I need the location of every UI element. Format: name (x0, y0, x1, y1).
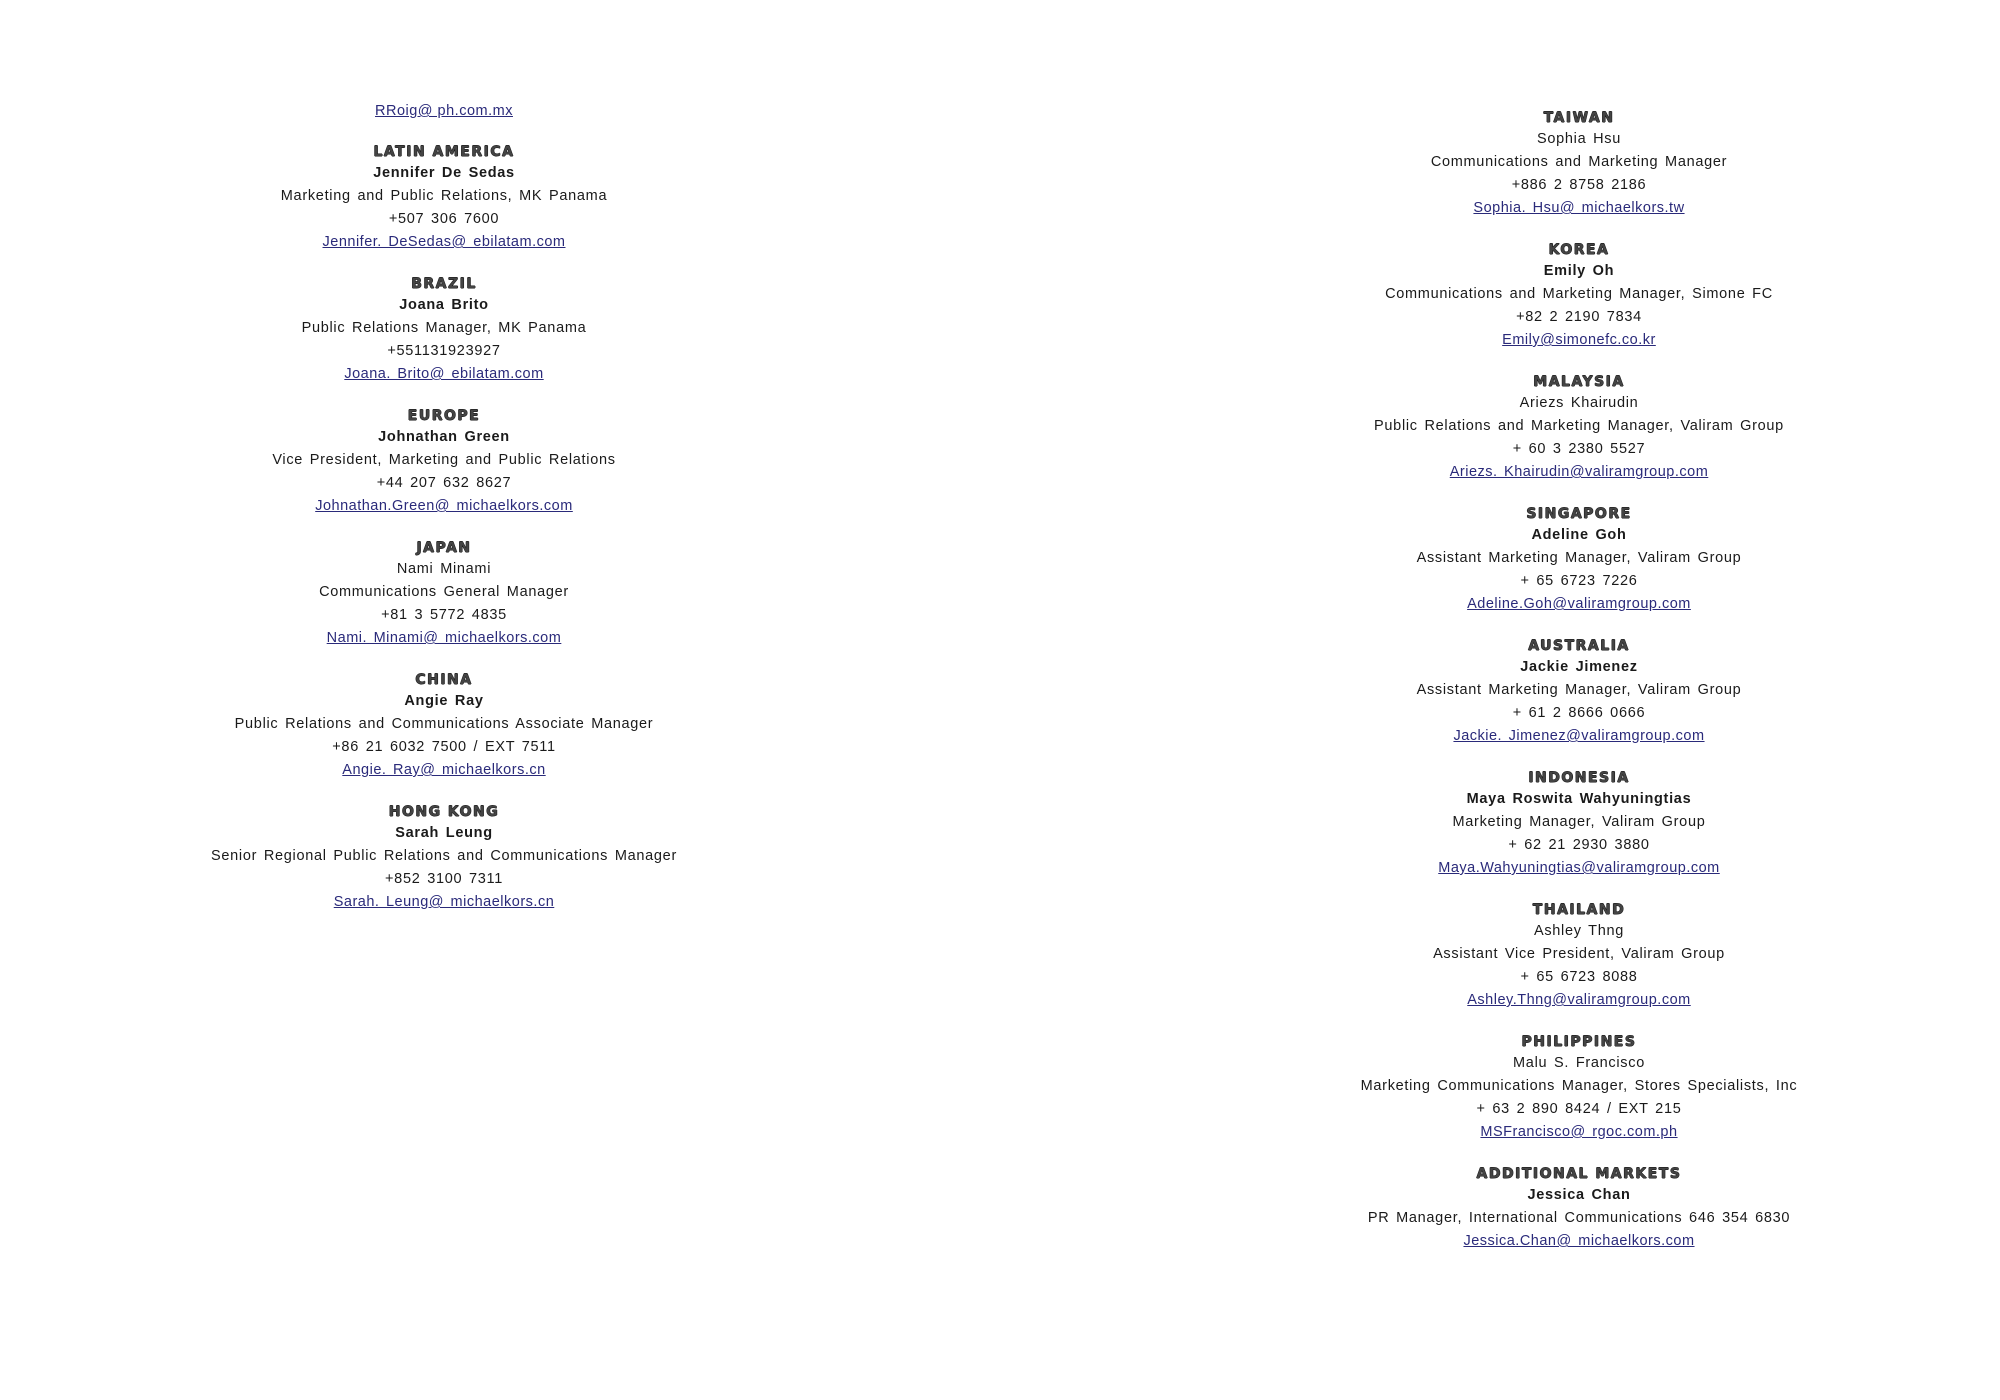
contact-title: Communications and Marketing Manager, Simone FC (1385, 286, 1773, 302)
contact-email-link[interactable]: Maya.Wahyuningtias@valiramgroup.com (1438, 860, 1720, 876)
contact-section (184, 670, 704, 782)
contact-title: Communications and Marketing Manager (1430, 154, 1728, 170)
contact-email-line (184, 627, 704, 650)
contact-phone: +852 3100 7311 (385, 871, 503, 887)
contact-email-link[interactable]: Jennifer. DeSedas@ ebilatam.com (322, 234, 566, 250)
contact-name: Joana Brito (399, 297, 489, 313)
region-heading: HONG KONG (388, 804, 500, 820)
region-heading: KOREA (1548, 242, 1610, 258)
contact-section (184, 274, 704, 386)
contact-title: Marketing Communications Manager, Stores Specialists, Inc (1360, 1078, 1798, 1094)
contact-title: PR Manager, International Communications 646 354 6830 (1367, 1210, 1791, 1226)
region-heading: ADDITIONAL MARKETS (1476, 1166, 1682, 1182)
contact-email-line (184, 495, 704, 518)
contact-email-link[interactable]: Johnathan.Green@ michaelkors.com (315, 498, 573, 514)
contact-phone: +551131923927 (387, 343, 501, 359)
contact-title: Assistant Vice President, Valiram Group (1433, 946, 1725, 962)
contact-phone: + 63 2 890 8424 / EXT 215 (1476, 1101, 1682, 1117)
contact-section (1344, 240, 1814, 352)
contact-email-link[interactable]: Ashley.Thng@valiramgroup.com (1467, 992, 1691, 1008)
contact-email-line (1344, 989, 1814, 1012)
contact-phone: +44 207 632 8627 (376, 475, 512, 491)
right-contacts-column (1344, 108, 1814, 1273)
left-contacts-column (184, 100, 704, 934)
right-contact-list (1344, 108, 1814, 1253)
contact-name: Adeline Goh (1531, 527, 1627, 543)
contact-section (184, 538, 704, 650)
contact-section (1344, 372, 1814, 484)
contact-name: Angie Ray (404, 693, 484, 709)
region-heading: CHINA (415, 672, 473, 688)
contact-phone: + 65 6723 8088 (1520, 969, 1638, 985)
contact-name: Ariezs Khairudin (1519, 395, 1639, 411)
contact-email-line (184, 759, 704, 782)
contact-email-line (1344, 593, 1814, 616)
contact-email-line (184, 231, 704, 254)
contact-name: Jackie Jimenez (1520, 659, 1638, 675)
contact-phone: + 65 6723 7226 (1520, 573, 1638, 589)
contact-name: Sophia Hsu (1537, 131, 1621, 147)
region-heading: SINGAPORE (1526, 506, 1632, 522)
region-heading: EUROPE (407, 408, 481, 424)
contact-title: Communications General Manager (319, 584, 569, 600)
contact-phone: +86 21 6032 7500 / EXT 7511 (332, 739, 556, 755)
contact-title: Vice President, Marketing and Public Relations (272, 452, 616, 468)
contact-email-line (1344, 857, 1814, 880)
contact-section (1344, 900, 1814, 1012)
contact-email-line (1344, 329, 1814, 352)
contact-email-link[interactable]: MSFrancisco@ rgoc.com.ph (1480, 1124, 1678, 1140)
contact-email-line (1344, 461, 1814, 484)
contact-phone: + 61 2 8666 0666 (1512, 705, 1646, 721)
contact-section (1344, 636, 1814, 748)
contact-email-link[interactable]: Sarah. Leung@ michaelkors.cn (333, 894, 555, 910)
contact-title: Public Relations and Marketing Manager, Valiram Group (1374, 418, 1784, 434)
contact-section (184, 406, 704, 518)
region-heading: INDONESIA (1528, 770, 1630, 786)
contact-name: Jennifer De Sedas (373, 165, 515, 181)
contact-email-link[interactable]: Jackie. Jimenez@valiramgroup.com (1453, 728, 1705, 744)
contact-title: Assistant Marketing Manager, Valiram Group (1416, 550, 1742, 566)
contact-section (1344, 504, 1814, 616)
contact-name: Jessica Chan (1527, 1187, 1631, 1203)
contact-title: Public Relations Manager, MK Panama (301, 320, 587, 336)
contact-section (1344, 108, 1814, 220)
region-heading: LATIN AMERICA (373, 144, 515, 160)
region-heading: JAPAN (416, 540, 472, 556)
contact-name: Ashley Thng (1533, 923, 1625, 939)
region-heading: THAILAND (1532, 902, 1626, 918)
contact-email-link[interactable]: Sophia. Hsu@ michaelkors.tw (1473, 200, 1685, 216)
contact-email-line (1344, 725, 1814, 748)
contact-title: Assistant Marketing Manager, Valiram Group (1416, 682, 1742, 698)
contact-email-line (1344, 1121, 1814, 1144)
left-contact-list (184, 142, 704, 914)
region-heading: MALAYSIA (1533, 374, 1625, 390)
contact-title: Marketing and Public Relations, MK Panama (280, 188, 608, 204)
contact-email-link[interactable]: Nami. Minami@ michaelkors.com (326, 630, 562, 646)
contact-section (184, 802, 704, 914)
contact-section (1344, 1032, 1814, 1144)
contact-phone: +886 2 8758 2186 (1511, 177, 1647, 193)
contact-email-link[interactable]: Ariezs. Khairudin@valiramgroup.com (1449, 464, 1709, 480)
contact-title: Senior Regional Public Relations and Communications Manager (211, 848, 677, 864)
contact-name: Malu S. Francisco (1513, 1055, 1645, 1071)
contact-name: Maya Roswita Wahyuningtias (1466, 791, 1692, 807)
region-heading: BRAZIL (411, 276, 477, 292)
contact-email-link[interactable]: Jessica.Chan@ michaelkors.com (1463, 1233, 1695, 1249)
contact-name: Nami Minami (396, 561, 492, 577)
region-heading: AUSTRALIA (1528, 638, 1630, 654)
contact-email-link[interactable]: Joana. Brito@ ebilatam.com (344, 366, 544, 382)
contact-phone: + 62 21 2930 3880 (1508, 837, 1650, 853)
contact-title: Public Relations and Communications Associate Manager (234, 716, 654, 732)
contact-title: Marketing Manager, Valiram Group (1452, 814, 1706, 830)
contact-email-line (1344, 1230, 1814, 1253)
contact-email-line (184, 363, 704, 386)
contact-phone: + 60 3 2380 5527 (1512, 441, 1646, 457)
contact-name: Johnathan Green (378, 429, 510, 445)
contact-section (1344, 768, 1814, 880)
contact-email-link[interactable]: Emily@simonefc.co.kr (1502, 332, 1656, 348)
lead-email-link[interactable]: RRoig@ ph.com.mx (375, 103, 513, 119)
contact-email-link[interactable]: Adeline.Goh@valiramgroup.com (1467, 596, 1691, 612)
region-heading: PHILIPPINES (1521, 1034, 1637, 1050)
contact-email-line (1344, 197, 1814, 220)
contact-section (184, 142, 704, 254)
contact-name: Emily Oh (1543, 263, 1615, 279)
contact-email-line (184, 891, 704, 914)
contact-phone: +81 3 5772 4835 (381, 607, 507, 623)
contact-name: Sarah Leung (395, 825, 493, 841)
contact-phone: +507 306 7600 (388, 211, 500, 227)
contact-email-link[interactable]: Angie. Ray@ michaelkors.cn (342, 762, 546, 778)
contact-phone: +82 2 2190 7834 (1516, 309, 1642, 325)
region-heading: TAIWAN (1543, 110, 1615, 126)
contact-section (1344, 1164, 1814, 1253)
